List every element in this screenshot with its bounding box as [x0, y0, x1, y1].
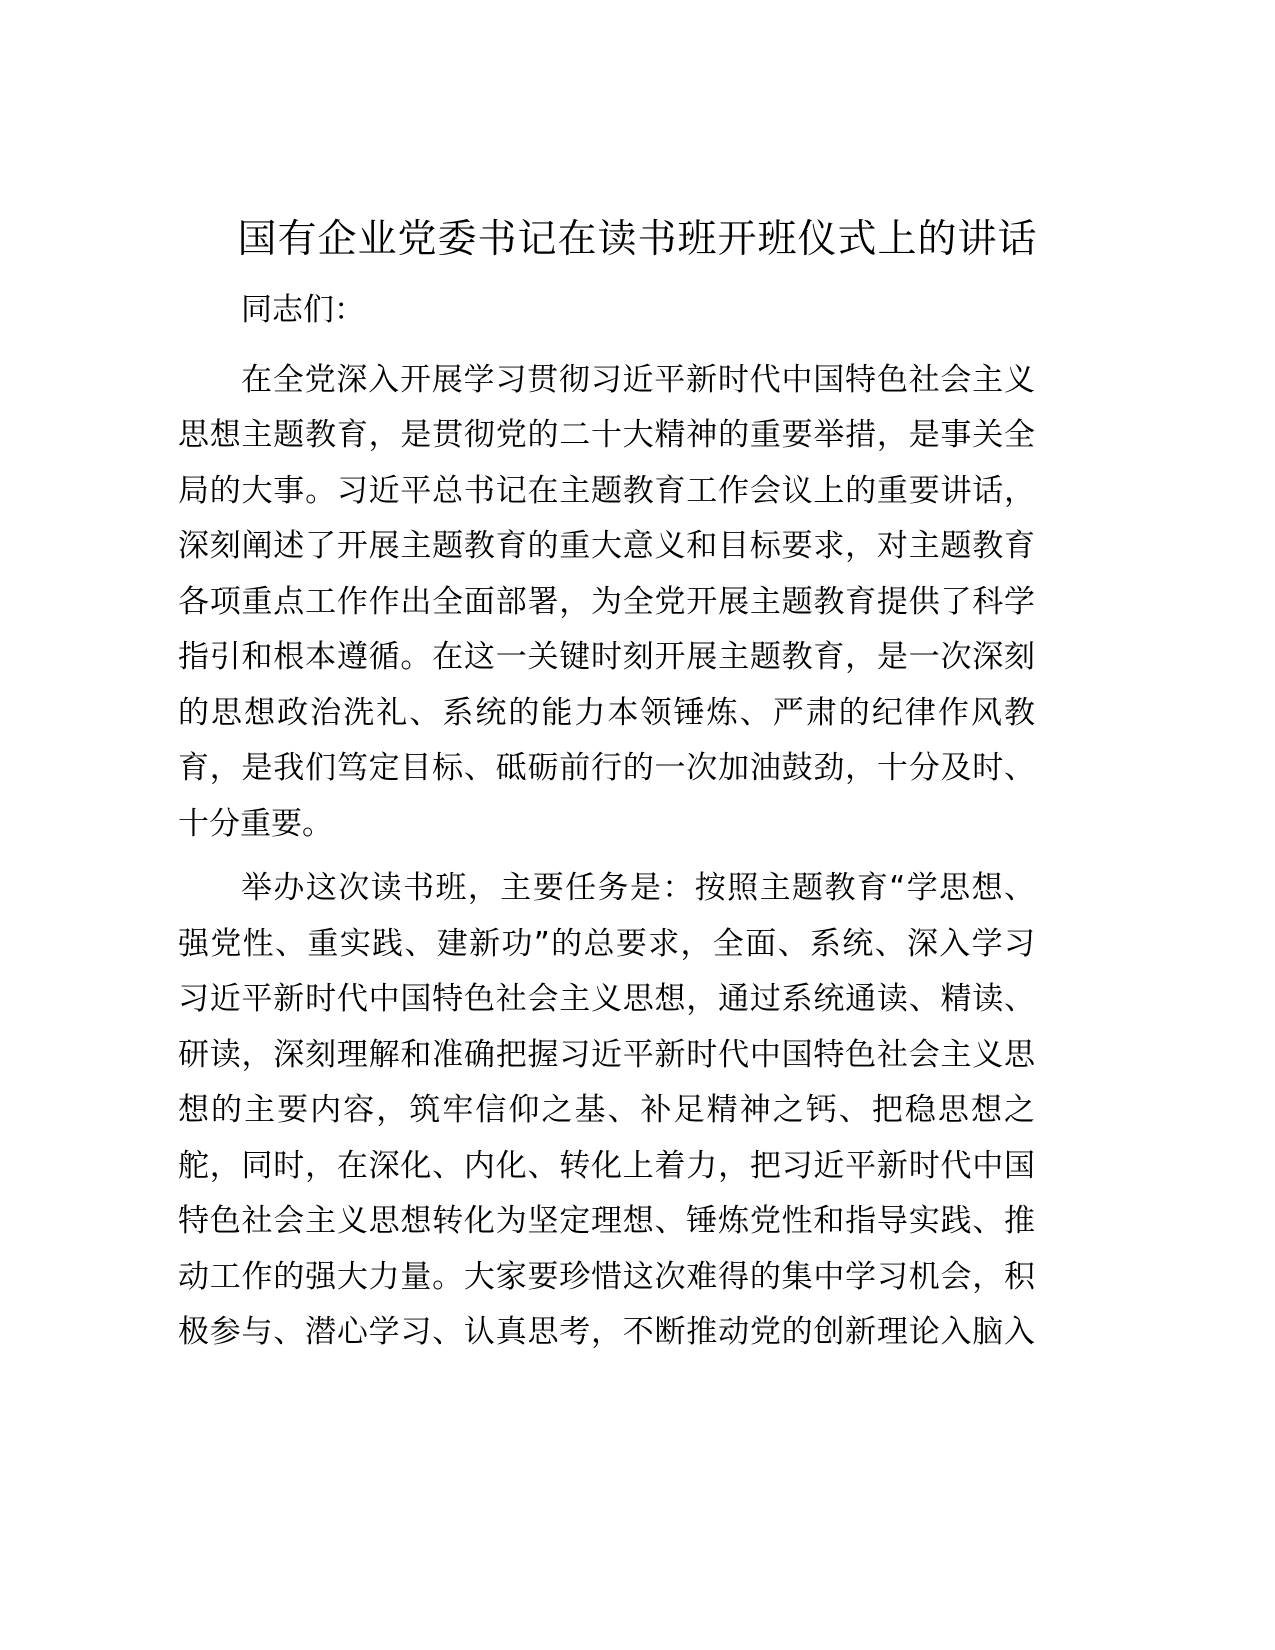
text-line: 极参与、潜心学习、认真思考，不断推动党的创新理论入脑入	[178, 1314, 1035, 1350]
text-line: 习近平新时代中国特色社会主义思想，通过系统通读、精读、	[178, 981, 1035, 1017]
text-line: 局的大事。习近平总书记在主题教育工作会议上的重要讲话，	[178, 472, 1035, 509]
text-line: 举办这次读书班，主要任务是：按照主题教育“学思想、	[241, 870, 1035, 906]
text-line: 的思想政治洗礼、系统的能力本领锤炼、严肃的纪律作风教	[178, 694, 1035, 731]
text-line: 强党性、重实践、建新功”的总要求，全面、系统、深入学习	[178, 925, 1035, 962]
text-line: 动工作的强大力量。大家要珍惜这次难得的集中学习机会，积	[178, 1258, 1035, 1295]
text-line: 深刻阐述了开展主题教育的重大意义和目标要求，对主题教育	[178, 528, 1035, 564]
text-line: 指引和根本遵循。在这一关键时刻开展主题教育，是一次深刻	[178, 639, 1035, 675]
text-line: 育，是我们笃定目标、砥砺前行的一次加油鼓劲，十分及时、	[178, 750, 1035, 786]
text-line: 十分重要。	[178, 805, 333, 842]
text-line: 研读，深刻理解和准确把握习近平新时代中国特色社会主义思	[178, 1036, 1035, 1073]
document-title: 国有企业党委书记在读书班开班仪式上的讲话	[237, 217, 1038, 262]
text-line: 思想主题教育，是贯彻党的二十大精神的重要举措，是事关全	[178, 417, 1035, 453]
text-line: 想的主要内容，筑牢信仰之基、补足精神之钙、把稳思想之	[178, 1092, 1035, 1128]
paragraph	[178, 353, 1035, 853]
paragraph	[178, 861, 1035, 1361]
document-body	[178, 283, 1035, 1370]
text-line: 在全党深入开展学习贯彻习近平新时代中国特色社会主义	[241, 361, 1035, 398]
salutation: 同志们：	[241, 292, 365, 328]
text-line: 特色社会主义思想转化为坚定理想、锤炼党性和指导实践、推	[178, 1203, 1035, 1239]
text-line: 舵，同时，在深化、内化、转化上着力，把习近平新时代中国	[178, 1147, 1035, 1184]
text-line: 各项重点工作作出全面部署，为全党开展主题教育提供了科学	[178, 583, 1035, 620]
